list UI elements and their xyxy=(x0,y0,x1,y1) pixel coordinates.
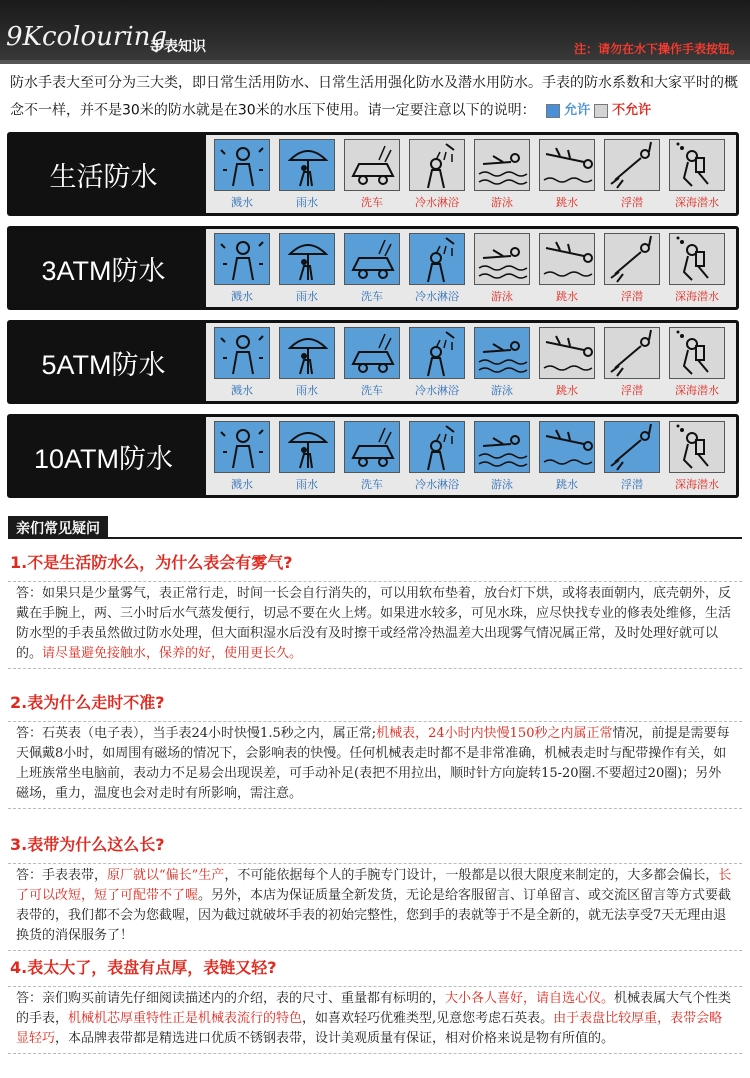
faq-question: 2.表为什么走时不准? xyxy=(10,693,165,712)
activity-cell xyxy=(214,139,270,211)
rating-row xyxy=(7,226,739,310)
activity-label: 跳水 xyxy=(556,290,578,303)
activity-panel xyxy=(206,323,736,401)
faq-item xyxy=(8,832,742,951)
activity-cell xyxy=(279,139,335,211)
faq-item xyxy=(8,955,742,1054)
activity-cell xyxy=(474,139,530,211)
answer-highlight: 机械机芯厚重特性正是机械表流行的特色 xyxy=(68,1011,303,1026)
diving-icon xyxy=(539,139,595,191)
activity-label: 游泳 xyxy=(491,384,513,397)
snorkeling-icon xyxy=(604,421,660,473)
header-title: 手表知识 xyxy=(150,39,206,55)
activity-label: 浮潜 xyxy=(621,478,643,491)
activity-cell xyxy=(279,233,335,305)
rating-row xyxy=(7,320,739,404)
activity-label: 跳水 xyxy=(556,196,578,209)
activity-label: 洗车 xyxy=(361,478,383,491)
header-divider xyxy=(0,60,750,64)
activity-cell xyxy=(474,327,530,399)
car-wash-icon xyxy=(344,421,400,473)
activity-cell xyxy=(539,327,595,399)
faq-question: 4.表太大了，表盘有点厚，表链又轻? xyxy=(10,958,277,977)
activity-cell xyxy=(539,421,595,493)
rating-row xyxy=(7,414,739,498)
activity-label: 游泳 xyxy=(491,290,513,303)
car-wash-icon xyxy=(344,233,400,285)
splash-icon xyxy=(214,421,270,473)
activity-cell xyxy=(409,327,465,399)
activity-cell xyxy=(669,139,725,211)
legend xyxy=(546,97,651,124)
shower-icon xyxy=(409,327,465,379)
activity-label: 深海潜水 xyxy=(675,196,719,209)
umbrella-rain-icon xyxy=(279,421,335,473)
activity-cell xyxy=(539,139,595,211)
answer-text: ，本品牌表带都是精选进口优质不锈钢表带，设计美观质量有保证，相对价格来说是物有所值的。 xyxy=(55,1031,615,1046)
shower-icon xyxy=(409,233,465,285)
shower-icon xyxy=(409,421,465,473)
activity-cell xyxy=(344,139,400,211)
diving-icon xyxy=(539,327,595,379)
swimming-icon xyxy=(474,327,530,379)
rating-label: 5ATM防水 xyxy=(41,349,166,380)
header-banner xyxy=(0,0,750,62)
activity-cell xyxy=(344,233,400,305)
activity-cell xyxy=(669,327,725,399)
answer-text: 答：亲们购买前请先仔细阅读描述内的介绍，表的尺寸、重量都有标明的， xyxy=(16,991,446,1006)
activity-panel xyxy=(206,135,736,213)
activity-label: 浮潜 xyxy=(621,290,643,303)
faq-section-title: 亲们常见疑问 xyxy=(8,516,108,538)
shower-icon xyxy=(409,139,465,191)
swimming-icon xyxy=(474,233,530,285)
faq-question: 3.表带为什么这么长? xyxy=(10,835,165,854)
activity-label: 浮潜 xyxy=(621,196,643,209)
intro-text: 防水手表大至可分为三大类，即日常生活用防水、日常生活用强化防水及潜水用防水。手表的防水系数和大家平时的概念不一样，并不是30米的防水就是在30米的水压下使用。请一定要注意以下的说明： xyxy=(10,75,738,119)
answer-highlight: 长了可以改短，短了可配带不了喔 xyxy=(16,868,732,903)
faq-question: 1.不是生活防水么，为什么表会有雾气? xyxy=(10,553,293,572)
snorkeling-icon xyxy=(604,233,660,285)
activity-cell xyxy=(669,421,725,493)
activity-label: 冷水淋浴 xyxy=(415,478,459,491)
activity-cell xyxy=(474,233,530,305)
activity-label: 深海潜水 xyxy=(675,290,719,303)
activity-label: 洗车 xyxy=(361,290,383,303)
activity-panel xyxy=(206,417,736,495)
answer-text: 。另外，本店为保证质量全新发货，无论是给客服留言、订单留言、或交流区留言等方式要截表带的，我们都不会为您截喔，因为截过就破坏手表的初始完整性，您到手的表就等于不是全新的，就无法享受7天无理由退换货的消保服务了！ xyxy=(16,888,732,943)
legend-deny-swatch xyxy=(594,104,608,118)
activity-label: 深海潜水 xyxy=(675,384,719,397)
activity-cell xyxy=(604,421,660,493)
activity-label: 深海潜水 xyxy=(675,478,719,491)
car-wash-icon xyxy=(344,139,400,191)
scuba-diver-icon xyxy=(669,421,725,473)
splash-icon xyxy=(214,327,270,379)
answer-text: ，不可能依据每个人的手腕专门设计，一般都是以很大限度来制定的，大多都会偏长， xyxy=(224,868,719,883)
activity-label: 冷水淋浴 xyxy=(415,290,459,303)
umbrella-rain-icon xyxy=(279,139,335,191)
activity-cell xyxy=(604,327,660,399)
answer-text: 机械表属大气个性类的手表， xyxy=(16,991,732,1026)
activity-cell xyxy=(214,233,270,305)
activity-label: 溅水 xyxy=(231,196,253,209)
activity-cell xyxy=(539,233,595,305)
answer-text: 答：石英表（电子表），当手表24小时快慢1.5秒之内，属正常; xyxy=(16,726,377,741)
activity-label: 洗车 xyxy=(361,196,383,209)
activity-label: 跳水 xyxy=(556,384,578,397)
header-warning: 注：请勿在水下操作手表按钮。 xyxy=(573,42,742,56)
snorkeling-icon xyxy=(604,327,660,379)
activity-cell xyxy=(409,139,465,211)
rating-label: 生活防水 xyxy=(49,161,158,192)
activity-label: 溅水 xyxy=(231,384,253,397)
answer-highlight: 请尽量避免接触水，保养的好，使用更长久。 xyxy=(42,646,303,661)
car-wash-icon xyxy=(344,327,400,379)
faq-divider xyxy=(8,537,742,539)
activity-cell xyxy=(604,233,660,305)
swimming-icon xyxy=(474,139,530,191)
activity-label: 游泳 xyxy=(491,196,513,209)
activity-cell xyxy=(279,421,335,493)
legend-allow-swatch xyxy=(546,104,560,118)
splash-icon xyxy=(214,233,270,285)
faq-answer xyxy=(8,581,742,669)
swimming-icon xyxy=(474,421,530,473)
answer-highlight: 原厂就以“偏长”生产 xyxy=(107,868,225,883)
activity-label: 游泳 xyxy=(491,478,513,491)
activity-cell xyxy=(344,327,400,399)
answer-text: 答：手表表带， xyxy=(16,868,108,883)
snorkeling-icon xyxy=(604,139,660,191)
rating-label: 3ATM防水 xyxy=(41,255,166,286)
scuba-diver-icon xyxy=(669,233,725,285)
activity-label: 冷水淋浴 xyxy=(415,384,459,397)
activity-cell xyxy=(279,327,335,399)
scuba-diver-icon xyxy=(669,139,725,191)
activity-label: 溅水 xyxy=(231,290,253,303)
activity-label: 冷水淋浴 xyxy=(415,196,459,209)
answer-text: 情况，前提是需要每天佩戴8小时，如周围有磁场的情况下，会影响表的快慢。任何机械表走时都不是非常准确，机械表走时与配带操作有关，如上班族常坐电脑前，表动力不足易会出现误差，可手动补足(表把不用拉出，顺时针方向旋转15-20圈.不要超过20圈)；另外磁场，重力，温度也会对走时有所影响，需注意。 xyxy=(16,726,730,801)
answer-text: ，如喜欢轻巧优雅类型,见意您考虑石英表。 xyxy=(302,1011,554,1026)
faq-item xyxy=(8,550,742,669)
activity-panel xyxy=(206,229,736,307)
legend-deny-label: 不允许 xyxy=(612,103,652,118)
activity-label: 雨水 xyxy=(296,478,318,491)
diving-icon xyxy=(539,421,595,473)
faq-answer xyxy=(8,721,742,809)
diving-icon xyxy=(539,233,595,285)
rating-row xyxy=(7,132,739,216)
activity-label: 雨水 xyxy=(296,290,318,303)
activity-cell xyxy=(409,421,465,493)
activity-label: 洗车 xyxy=(361,384,383,397)
activity-cell xyxy=(474,421,530,493)
answer-highlight: 大小各人喜好，请自选心仪。 xyxy=(445,991,615,1006)
activity-label: 雨水 xyxy=(296,384,318,397)
activity-cell xyxy=(669,233,725,305)
faq-answer xyxy=(8,986,742,1054)
activity-label: 溅水 xyxy=(231,478,253,491)
answer-highlight: 机械表，24小时内快慢150秒之内属正常 xyxy=(376,726,613,741)
activity-label: 雨水 xyxy=(296,196,318,209)
answer-highlight: 由于表盘比较厚重，表带会略显轻巧 xyxy=(16,1011,723,1046)
activity-cell xyxy=(214,327,270,399)
activity-cell xyxy=(214,421,270,493)
activity-label: 跳水 xyxy=(556,478,578,491)
activity-cell xyxy=(409,233,465,305)
activity-cell xyxy=(604,139,660,211)
umbrella-rain-icon xyxy=(279,233,335,285)
brand-logo: 9Kcolouring xyxy=(6,22,168,52)
rating-label: 10ATM防水 xyxy=(33,443,174,474)
faq-answer xyxy=(8,863,742,951)
answer-text: 答：如果只是少量雾气，表正常行走，时间一长会自行消失的，可以用软布垫着，放台灯下烘，或将表面朝内，底壳朝外，反戴在手腕上，两、三小时后水气蒸发便行，切忌不要在火上烤。如果进水较多，可见水珠，应尽快找专业的修表处维修，生活防水型的手表虽然做过防水处理，但大面积湿水后没有及时擦干或经常冷热温差大出现雾气情况属正常，及时处理好就可以的。 xyxy=(16,586,732,661)
water-resistance-grid xyxy=(7,132,739,500)
faq-item xyxy=(8,690,742,809)
scuba-diver-icon xyxy=(669,327,725,379)
activity-cell xyxy=(344,421,400,493)
activity-label: 浮潜 xyxy=(621,384,643,397)
splash-icon xyxy=(214,139,270,191)
legend-allow-label: 允许 xyxy=(564,103,591,118)
umbrella-rain-icon xyxy=(279,327,335,379)
intro-paragraph xyxy=(10,70,742,125)
